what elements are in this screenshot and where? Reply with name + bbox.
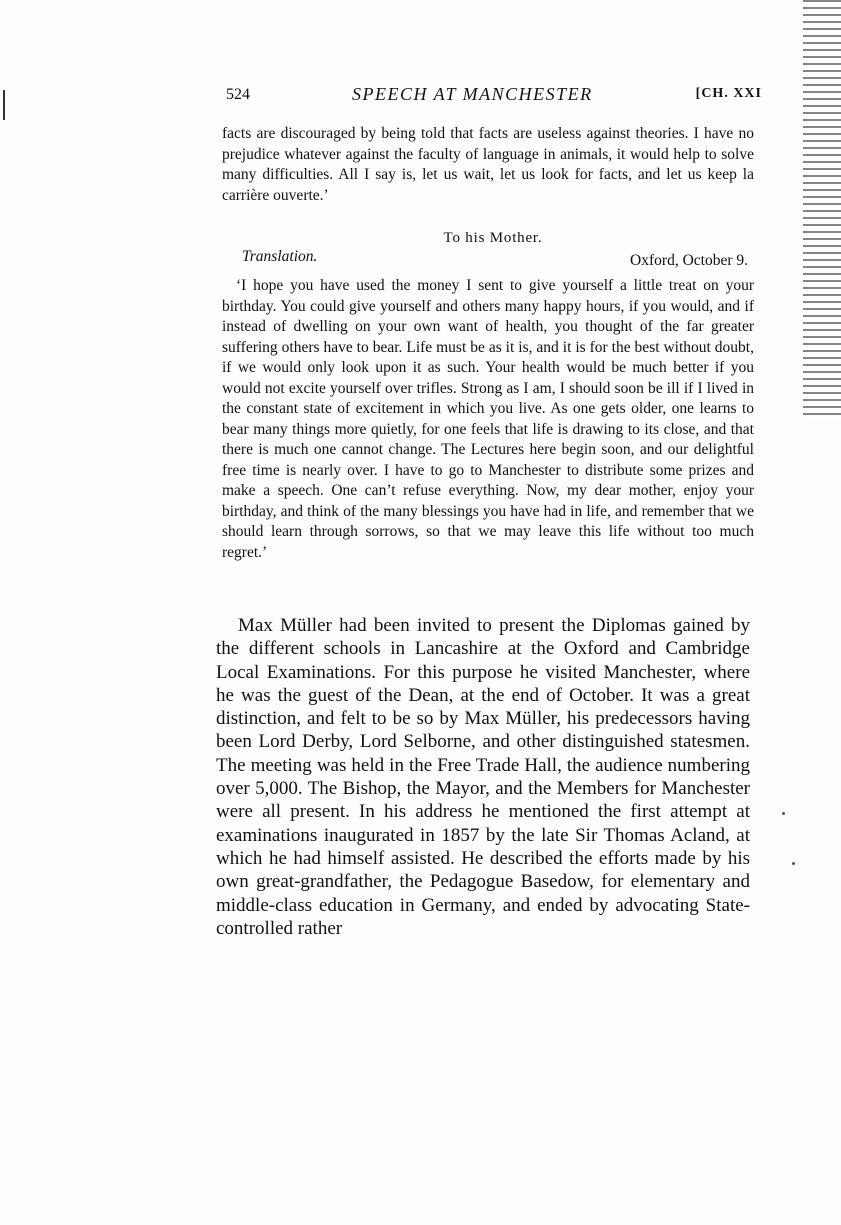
page-edge-shadow bbox=[803, 0, 841, 420]
ink-speck bbox=[782, 812, 785, 815]
letter-heading: To his Mother. bbox=[443, 230, 543, 246]
running-title: SPEECH AT MANCHESTER bbox=[352, 84, 593, 104]
chapter-label: [CH. XXI bbox=[695, 86, 762, 101]
page-header bbox=[222, 86, 762, 110]
top-paragraph: facts are discouraged by being told that facts are useless against theories. I have no prejudice whatever against the faculty of language in animals, it would help to solve many difficulties. All I say is, let us wait, let us look for facts, and let us keep la carrière ouverte.’ bbox=[222, 125, 754, 204]
page-edge-mark bbox=[3, 90, 5, 120]
translation-label: Translation. bbox=[242, 248, 318, 265]
page-number: 524 bbox=[226, 86, 250, 103]
main-paragraph: Max Müller had been invited to present the Diplomas gained by the different schools in Lancashire at the Oxford and Cambridge Local Examinations. For this purpose he visited Manchester, where he was the guest of the Dean, at the end of October. It was a great distinction, and felt to be so by Max Müller, his predecessors having been Lord Derby, Lord Selborne, and other distinguished statesmen. The meeting was held in the Free Trade Hall, the audience numbering over 5,000. The Bishop, the Mayor, and the Members for Manchester were all present. In his address he mentioned the first attempt at examinations inaugurated in 1857 by the late Sir Thomas Acland, at which he had himself assisted. He described the efforts made by his own great-grandfather, the Pedagogue Basedow, for elementary and middle-class education in Germany, and ended by advocating State-controlled rather bbox=[216, 615, 750, 939]
letter-heading-block bbox=[222, 230, 754, 270]
letter-body: ‘I hope you have used the money I sent to give yourself a little treat on your birthday. You could give yourself and others many happy hours, if you would, and if instead of dwelling on your own want of health, you thought of the far greater suffering others have to bear. Life must be as it is, and it is for the best without doubt, if we would only look upon it as such. Your health would be much better if you would not excite yourself over trifles. Strong as I am, I should soon be ill if I lived in the constant state of excitement in which you live. As one gets older, one learns to bear many things more quietly, for one feels that life is drawing to its close, and that there is much one cannot change. The Lectures here begin soon, and our delightful free time is nearly over. I have to go to Manchester to distribute some prizes and make a speech. One can’t refuse everything. Now, my dear mother, enjoy your birthday, and think of the many blessings you have had in life, and remember that we should learn through sorrows, so that we may leave this life without too much regret.’ bbox=[222, 277, 754, 561]
letter-dateline: Oxford, October 9. bbox=[630, 252, 748, 269]
ink-speck bbox=[792, 862, 795, 865]
